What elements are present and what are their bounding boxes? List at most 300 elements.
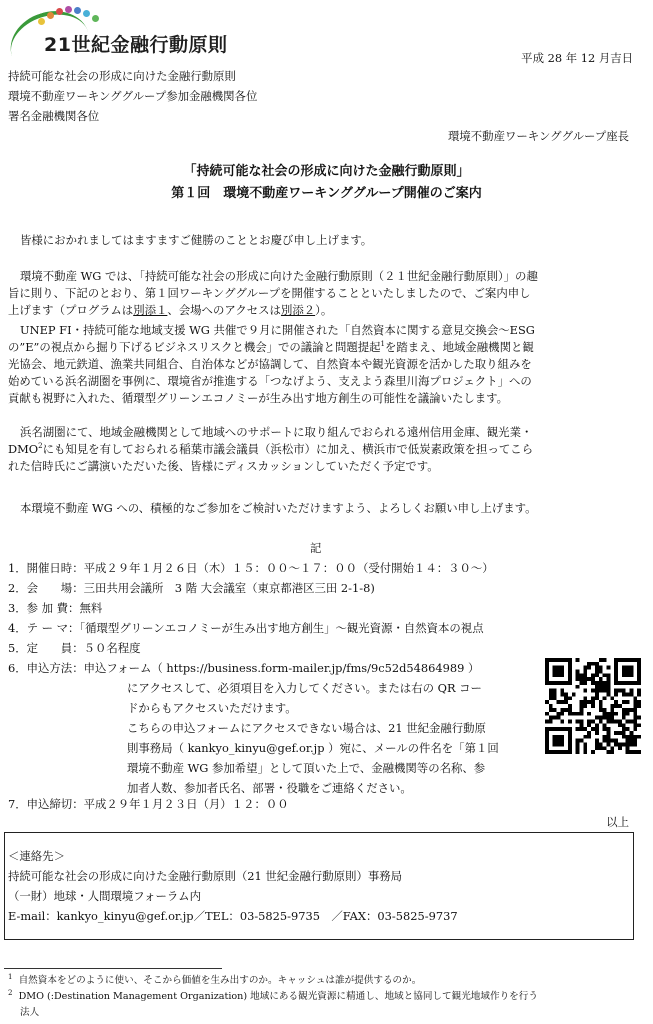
text-span: を踏まえ、地域金融機関と観: [384, 340, 534, 354]
qr-module: [557, 681, 561, 685]
qr-module: [587, 723, 591, 727]
qr-module: [580, 700, 584, 704]
detail-venue: [8, 580, 375, 597]
qr-module: [564, 693, 568, 697]
qr-module: [580, 704, 584, 708]
qr-module: [629, 673, 633, 677]
text-span: 、会場へのアクセスは: [167, 303, 281, 317]
qr-module: [568, 727, 572, 731]
qr-module: [610, 746, 614, 750]
qr-module: [568, 708, 572, 712]
qr-module: [560, 712, 564, 716]
qr-module: [576, 742, 580, 746]
qr-module: [545, 735, 549, 739]
qr-module: [610, 719, 614, 723]
qr-module: [568, 666, 572, 670]
qr-module: [591, 750, 595, 754]
qr-module: [553, 658, 557, 662]
instruction-line: 加者人数、参加者氏名、部署・役職をご連絡ください。: [127, 781, 412, 795]
qr-module: [606, 712, 610, 716]
paragraph-line: [8, 302, 648, 319]
qr-module: [549, 689, 553, 693]
qr-module: [587, 731, 591, 735]
qr-module: [576, 746, 580, 750]
qr-module: [595, 673, 599, 677]
qr-module: [560, 681, 564, 685]
qr-module: [606, 666, 610, 670]
qr-module: [614, 689, 618, 693]
qr-module: [568, 731, 572, 735]
body-paragraph-2: [8, 322, 648, 407]
contact-details: E-mail：kankyo_kinyu@gef.or.jp／TEL：03-5825-9735 ／FAX：03-5825-9737: [8, 909, 458, 923]
qr-module: [553, 727, 557, 731]
qr-module: [545, 742, 549, 746]
qr-module: [606, 716, 610, 720]
ki-marker: 記: [310, 541, 322, 555]
qr-module: [626, 693, 630, 697]
qr-module: [622, 727, 626, 731]
qr-module: [595, 716, 599, 720]
addressee-2: 環境不動産ワーキンググループ参加金融機関各位: [8, 89, 258, 103]
qr-module: [599, 746, 603, 750]
qr-module: [564, 727, 568, 731]
footnote-ref-1: 1: [380, 340, 385, 349]
qr-module: [633, 735, 637, 739]
title-line-2: 第１回 環境不動産ワーキンググループ開催のご案内: [171, 186, 482, 201]
qr-module: [557, 700, 561, 704]
qr-module: [603, 658, 607, 662]
qr-module: [549, 696, 553, 700]
qr-module: [580, 739, 584, 743]
addressee-3: 署名金融機関各位: [8, 109, 100, 123]
qr-module: [545, 719, 549, 723]
qr-module: [626, 673, 630, 677]
qr-module: [606, 727, 610, 731]
qr-module: [557, 735, 561, 739]
qr-module: [603, 673, 607, 677]
qr-module: [606, 735, 610, 739]
qr-module: [591, 677, 595, 681]
qr-module: [553, 716, 557, 720]
qr-module: [591, 704, 595, 708]
qr-module: [553, 681, 557, 685]
qr-module: [545, 658, 549, 662]
qr-module: [603, 712, 607, 716]
detail-value: 平成２９年１月２３日（月）１２：００: [83, 797, 289, 811]
footnote-text: DMO (:Destination Management Organization) 地域にある観光資源に精通し、地域と協同して観光地域作りを行う: [18, 991, 538, 1002]
qr-module: [583, 700, 587, 704]
logo-dot: [47, 12, 54, 19]
qr-module: [572, 693, 576, 697]
qr-module: [599, 685, 603, 689]
detail-label: 5．定 員：: [8, 641, 84, 655]
qr-module: [629, 666, 633, 670]
qr-module: [564, 658, 568, 662]
qr-module: [637, 700, 641, 704]
qr-module: [603, 723, 607, 727]
qr-module: [626, 681, 630, 685]
qr-module: [595, 723, 599, 727]
qr-module: [557, 712, 561, 716]
qr-module: [622, 712, 626, 716]
qr-module: [591, 681, 595, 685]
application-form-link[interactable]: 申込フォーム（ https://business.form-mailer.jp/fms/9c52d54864989 ）: [83, 661, 480, 675]
qr-module: [549, 727, 553, 731]
qr-module: [568, 673, 572, 677]
qr-module: [599, 666, 603, 670]
qr-module: [629, 689, 633, 693]
qr-module: [553, 666, 557, 670]
qr-module: [603, 689, 607, 693]
qr-module: [568, 742, 572, 746]
qr-module: [599, 704, 603, 708]
qr-module: [560, 700, 564, 704]
qr-module: [545, 700, 549, 704]
text-span: にも知見を有しておられる稲葉市議会議員（浜松市）に加え、横浜市で低炭素政策を担ってこら: [42, 442, 534, 456]
qr-module: [591, 719, 595, 723]
qr-module: [633, 719, 637, 723]
qr-module: [583, 750, 587, 754]
qr-module: [580, 719, 584, 723]
text-span: 上げます（プログラムは: [8, 303, 134, 317]
qr-module: [633, 704, 637, 708]
detail-theme: [8, 620, 484, 637]
instruction-line: 則事務局（ kankyo_kinyu@gef.or.jp ）宛に、メールの件名を「第１回: [127, 741, 499, 755]
qr-module: [580, 712, 584, 716]
qr-module: [595, 727, 599, 731]
instruction-line: 環境不動産 WG 参加希望」として頂いた上で、金融機関等の名称、参: [127, 761, 486, 775]
title-line-1: 「持続可能な社会の形成に向けた金融行動原則」: [183, 164, 470, 179]
qr-module: [629, 681, 633, 685]
qr-module: [587, 719, 591, 723]
qr-module: [580, 673, 584, 677]
qr-module: [626, 719, 630, 723]
paragraph-line: UNEP FI・持続可能な地域支援 WG 共催で９月に開催された「自然資本に関する意見交換会～ESG: [20, 323, 535, 337]
qr-module: [637, 677, 641, 681]
qr-module: [614, 704, 618, 708]
qr-module: [633, 739, 637, 743]
qr-module: [606, 685, 610, 689]
qr-module: [629, 735, 633, 739]
qr-module: [610, 696, 614, 700]
qr-module: [637, 735, 641, 739]
detail-label: 4．テ ー マ：: [8, 621, 80, 635]
qr-module: [599, 708, 603, 712]
qr-module: [568, 662, 572, 666]
qr-module: [614, 673, 618, 677]
footnote-mark: 1: [8, 972, 13, 981]
detail-label: 7．申込締切：: [8, 797, 84, 811]
greeting: 皆様におかれましてはますますご健勝のこととお慶び申し上げます。: [20, 233, 373, 247]
qr-module: [637, 673, 641, 677]
detail-value: 「循環型グリーンエコノミーが生み出す地方創生」～観光資源・自然資本の視点: [79, 621, 484, 635]
qr-module: [568, 696, 572, 700]
qr-module: [606, 693, 610, 697]
qr-module: [629, 739, 633, 743]
qr-module: [595, 662, 599, 666]
qr-module: [557, 750, 561, 754]
detail-label: 3．参 加 費：: [8, 601, 80, 615]
qr-module: [580, 708, 584, 712]
qr-module: [622, 693, 626, 697]
logo-text: 21世紀金融行動原則: [44, 34, 228, 56]
qr-module: [606, 731, 610, 735]
qr-module: [568, 677, 572, 681]
qr-module: [618, 658, 622, 662]
footnote-2-continued: 法人: [20, 1007, 40, 1018]
qr-module: [629, 708, 633, 712]
qr-module: [549, 704, 553, 708]
paragraph-line: 始めている浜名湖圏を事例に、環境省が推進する「つなげよう、支えよう森里川海プロジェクト」への: [8, 374, 532, 388]
qr-module: [599, 700, 603, 704]
detail-label: 1．開催日時：: [8, 561, 84, 575]
paragraph-line: 貢献も視野に入れた、循環型グリーンエコノミーが生み出す地方創生の可能性を議論いたします。: [8, 391, 509, 405]
qr-module: [618, 689, 622, 693]
qr-module: [553, 750, 557, 754]
qr-module: [553, 742, 557, 746]
contact-organization: 持続可能な社会の形成に向けた金融行動原則（21 世紀金融行動原則）事務局: [8, 869, 403, 883]
logo-dot: [38, 18, 45, 25]
qr-module: [560, 658, 564, 662]
qr-module: [545, 739, 549, 743]
qr-module: [626, 708, 630, 712]
qr-module: [587, 712, 591, 716]
qr-module: [599, 670, 603, 674]
qr-module: [557, 727, 561, 731]
qr-module: [629, 742, 633, 746]
qr-module: [545, 681, 549, 685]
logo-dot: [83, 10, 90, 17]
qr-module: [626, 658, 630, 662]
qr-module: [595, 746, 599, 750]
qr-module: [626, 670, 630, 674]
qr-module: [633, 700, 637, 704]
qr-module: [595, 739, 599, 743]
qr-module: [606, 719, 610, 723]
addressee-1: 持続可能な社会の形成に向けた金融行動原則: [8, 69, 236, 83]
qr-module: [557, 670, 561, 674]
qr-module: [622, 681, 626, 685]
instruction-line: こちらの申込フォームにアクセスできない場合は、21 世紀金融行動原: [127, 721, 486, 735]
qr-module: [580, 677, 584, 681]
qr-module: [618, 719, 622, 723]
qr-module: [560, 708, 564, 712]
qr-module: [629, 719, 633, 723]
qr-module: [622, 673, 626, 677]
qr-module: [587, 662, 591, 666]
qr-module: [549, 658, 553, 662]
footnote-rule: [4, 968, 222, 969]
body-paragraph-3: [8, 424, 648, 475]
qr-module: [568, 739, 572, 743]
qr-module: [629, 750, 633, 754]
qr-module: [583, 681, 587, 685]
detail-label: 6．申込方法：: [8, 661, 84, 675]
sender: 環境不動産ワーキンググループ座長: [448, 129, 629, 143]
qr-module: [576, 670, 580, 674]
qr-module: [553, 670, 557, 674]
qr-module: [622, 689, 626, 693]
qr-module: [599, 677, 603, 681]
qr-module: [557, 673, 561, 677]
footnote-2: [8, 990, 538, 1004]
qr-module: [560, 670, 564, 674]
qr-module: [568, 750, 572, 754]
qr-module: [564, 696, 568, 700]
closing-paragraph: 本環境不動産 WG への、積極的なご参加をご検討いただけますよう、よろしくお願い申し上げます。: [20, 501, 537, 515]
qr-module: [618, 746, 622, 750]
qr-module: [637, 750, 641, 754]
qr-module: [599, 689, 603, 693]
qr-module: [637, 704, 641, 708]
qr-module: [614, 693, 618, 697]
qr-module: [603, 685, 607, 689]
qr-module: [606, 673, 610, 677]
qr-module: [629, 658, 633, 662]
qr-module: [549, 681, 553, 685]
qr-module: [626, 735, 630, 739]
qr-module: [603, 746, 607, 750]
qr-module: [564, 708, 568, 712]
qr-module: [622, 731, 626, 735]
qr-module: [606, 739, 610, 743]
qr-module: [603, 739, 607, 743]
qr-module: [568, 735, 572, 739]
paragraph-line: 環境不動産 WG では、「持続可能な社会の形成に向けた金融行動原則（２１世紀金融行動原則）」の趣: [20, 269, 538, 283]
qr-module: [560, 727, 564, 731]
qr-module: [591, 700, 595, 704]
qr-module: [622, 670, 626, 674]
qr-module: [553, 689, 557, 693]
contact-forum: （一財）地球・人間環境フォーラム内: [8, 889, 201, 903]
qr-module: [633, 708, 637, 712]
qr-module: [583, 696, 587, 700]
qr-module: [610, 739, 614, 743]
qr-module: [599, 742, 603, 746]
qr-module: [622, 742, 626, 746]
qr-module: [587, 677, 591, 681]
qr-module: [560, 742, 564, 746]
logo-dots: [38, 6, 108, 28]
qr-module: [587, 735, 591, 739]
qr-module: [633, 658, 637, 662]
qr-module: [618, 723, 622, 727]
qr-module: [626, 700, 630, 704]
qr-module: [560, 673, 564, 677]
qr-module: [637, 670, 641, 674]
qr-module: [622, 708, 626, 712]
document-date: 平成 28 年 12 月吉日: [521, 51, 633, 65]
qr-module: [553, 696, 557, 700]
qr-module: [549, 716, 553, 720]
qr-module: [595, 685, 599, 689]
qr-module: [614, 731, 618, 735]
qr-module: [618, 704, 622, 708]
qr-module: [606, 681, 610, 685]
qr-module: [576, 712, 580, 716]
detail-value: 三田共用会議所 3 階 大会議室（東京都港区三田 2-1-8): [83, 581, 375, 595]
text-span: の”E”の視点から掘り下げるビジネスリスクと機会」での議論と問題提起: [8, 340, 381, 354]
qr-module: [626, 750, 630, 754]
qr-module: [614, 658, 618, 662]
qr-module: [614, 712, 618, 716]
qr-module: [610, 712, 614, 716]
qr-module: [549, 750, 553, 754]
attachment-2-link[interactable]: 別添２: [280, 303, 316, 317]
qr-code[interactable]: [545, 658, 641, 754]
qr-module: [557, 658, 561, 662]
paragraph-line: 浜名湖圏にて、地域金融機関として地域へのサポートに取り組んでおられる遠州信用金庫、観光業・: [20, 425, 533, 439]
qr-module: [614, 681, 618, 685]
qr-module: [557, 742, 561, 746]
qr-module: [595, 696, 599, 700]
qr-module: [626, 742, 630, 746]
qr-module: [545, 662, 549, 666]
qr-module: [610, 704, 614, 708]
qr-module: [595, 666, 599, 670]
qr-module: [622, 666, 626, 670]
attachment-1-link[interactable]: 別添１: [133, 303, 168, 317]
qr-module: [626, 746, 630, 750]
qr-module: [637, 658, 641, 662]
qr-module: [568, 670, 572, 674]
qr-module: [603, 681, 607, 685]
qr-module: [595, 742, 599, 746]
qr-module: [587, 700, 591, 704]
qr-module: [595, 689, 599, 693]
qr-module: [576, 673, 580, 677]
detail-label: 2．会 場：: [8, 581, 84, 595]
qr-module: [637, 723, 641, 727]
qr-module: [591, 673, 595, 677]
qr-module: [622, 723, 626, 727]
qr-module: [545, 727, 549, 731]
qr-module: [610, 708, 614, 712]
qr-module: [637, 666, 641, 670]
qr-module: [595, 681, 599, 685]
qr-module: [626, 727, 630, 731]
qr-module: [599, 716, 603, 720]
qr-module: [553, 708, 557, 712]
contact-heading: ＜連絡先＞: [8, 849, 65, 863]
paragraph-line: [8, 441, 648, 458]
qr-module: [633, 727, 637, 731]
qr-module: [606, 689, 610, 693]
qr-module: [576, 750, 580, 754]
qr-module: [603, 727, 607, 731]
qr-module: [591, 662, 595, 666]
qr-module: [560, 666, 564, 670]
qr-module: [614, 742, 618, 746]
qr-module: [614, 677, 618, 681]
qr-module: [629, 731, 633, 735]
qr-module: [568, 712, 572, 716]
qr-module: [568, 746, 572, 750]
instruction-line: にアクセスして、必須項目を入力してください。または右の QR コー: [127, 681, 482, 695]
qr-module: [622, 716, 626, 720]
qr-module: [637, 689, 641, 693]
qr-module: [560, 750, 564, 754]
qr-module: [583, 677, 587, 681]
paragraph-line: [8, 339, 648, 356]
logo-dot: [65, 6, 72, 13]
footnote-ref-2: 2: [38, 442, 43, 451]
text-span: DMO: [8, 442, 39, 456]
qr-module: [595, 693, 599, 697]
qr-module: [618, 681, 622, 685]
detail-value: 平成２９年１月２６日（木）１５：００～１７：００（受付開始１４：３０～）: [83, 561, 494, 575]
qr-module: [626, 666, 630, 670]
